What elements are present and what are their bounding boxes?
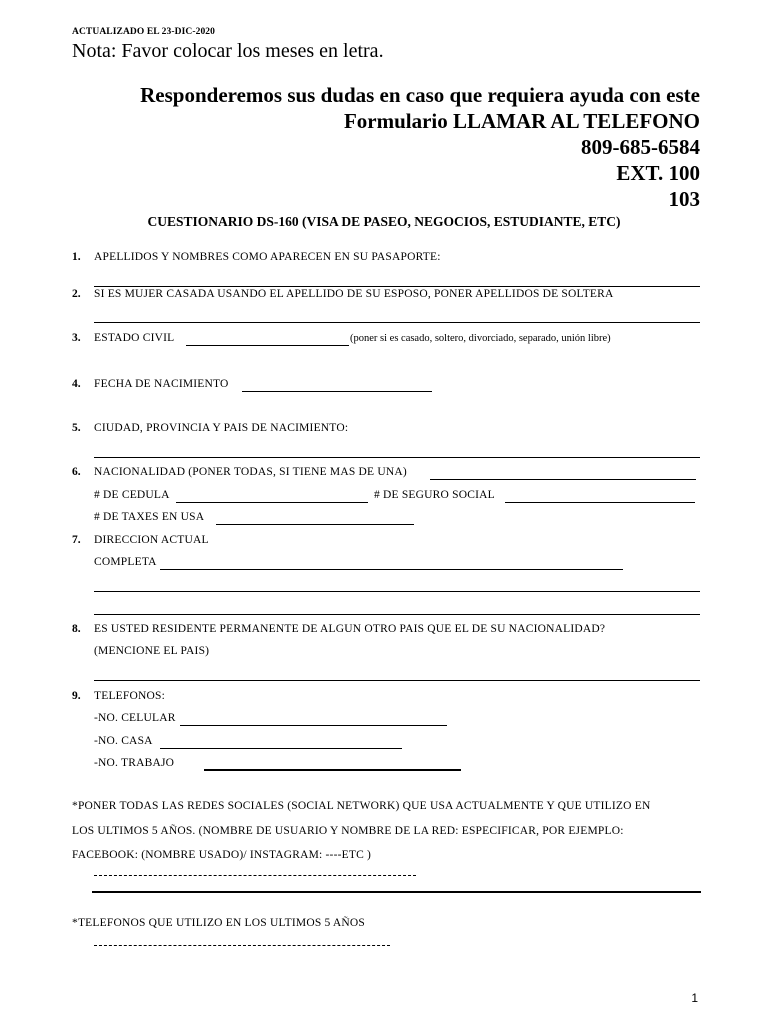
- q6-cedula-label: # DE CEDULA: [94, 489, 170, 501]
- social-dashed-line[interactable]: [94, 875, 416, 876]
- q4-label: FECHA DE NACIMIENTO: [94, 378, 229, 390]
- q9-label: TELEFONOS:: [94, 690, 165, 702]
- q6-nationality-line[interactable]: [430, 479, 696, 480]
- q6-number: 6.: [72, 466, 81, 478]
- help-ext-2: 103: [668, 187, 700, 211]
- q9-casa-line[interactable]: [160, 748, 402, 749]
- q9-trabajo-label: -NO. TRABAJO: [94, 757, 175, 769]
- q2-answer-line[interactable]: [94, 322, 700, 323]
- social-answer-line[interactable]: [92, 891, 701, 893]
- help-line-2: Formulario LLAMAR AL TELEFONO: [343, 109, 700, 133]
- q7-label: DIRECCION ACTUAL: [94, 534, 209, 546]
- q6-seguro-line[interactable]: [505, 502, 695, 503]
- q1-answer-line[interactable]: [94, 286, 700, 287]
- q9-cel-line[interactable]: [180, 725, 447, 726]
- q8-label-2: (MENCIONE EL PAIS): [94, 645, 210, 657]
- phones-used-label: *TELEFONOS QUE UTILIZO EN LOS ULTIMOS 5 AÑOS: [72, 917, 365, 929]
- page-number: 1: [691, 991, 698, 1005]
- q4-answer-line[interactable]: [242, 391, 432, 392]
- q6-taxes-line[interactable]: [216, 524, 414, 525]
- q8-label: ES USTED RESIDENTE PERMANENTE DE ALGUN OTRO PAIS QUE EL DE SU NACIONALIDAD?: [94, 623, 606, 635]
- q9-cel-label: -NO. CELULAR: [94, 712, 176, 724]
- q6-seguro-label: # DE SEGURO SOCIAL: [374, 489, 495, 501]
- phones-used-dashed-line[interactable]: [94, 945, 390, 946]
- q3-label: ESTADO CIVIL: [94, 332, 175, 344]
- q4-number: 4.: [72, 378, 81, 390]
- help-line-1: Responderemos sus dudas en caso que requiera ayuda con este: [140, 83, 700, 107]
- note-text: Nota: Favor colocar los meses en letra.: [72, 40, 384, 62]
- q7-address-line-1[interactable]: [160, 569, 623, 570]
- q1-label: APELLIDOS Y NOMBRES COMO APARECEN EN SU PASAPORTE:: [94, 251, 441, 263]
- q7-address-line-3[interactable]: [94, 614, 700, 615]
- social-line-1: *PONER TODAS LAS REDES SOCIALES (SOCIAL NETWORK) QUE USA ACTUALMENTE Y QUE UTILIZO EN: [72, 800, 651, 812]
- social-line-3: FACEBOOK: (NOMBRE USADO)/ INSTAGRAM: ----ETC ): [72, 849, 372, 861]
- q7-address-line-2[interactable]: [94, 591, 700, 592]
- q9-trabajo-line[interactable]: [204, 769, 461, 771]
- q5-number: 5.: [72, 422, 81, 434]
- form-title: CUESTIONARIO DS-160 (VISA DE PASEO, NEGOCIOS, ESTUDIANTE, ETC): [147, 214, 621, 229]
- q7-label-2: COMPLETA: [94, 556, 157, 568]
- q3-answer-line[interactable]: [186, 345, 349, 346]
- q6-cedula-line[interactable]: [176, 502, 368, 503]
- q5-answer-line[interactable]: [94, 457, 700, 458]
- help-phone: 809-685-6584: [581, 135, 700, 159]
- q9-number: 9.: [72, 690, 81, 702]
- q3-number: 3.: [72, 332, 81, 344]
- q5-label: CIUDAD, PROVINCIA Y PAIS DE NACIMIENTO:: [94, 422, 349, 434]
- q9-casa-label: -NO. CASA: [94, 735, 153, 747]
- q8-answer-line[interactable]: [94, 680, 700, 681]
- help-ext: EXT. 100: [616, 161, 700, 185]
- updated-date: ACTUALIZADO EL 23-DIC-2020: [72, 27, 216, 37]
- q7-number: 7.: [72, 534, 81, 546]
- q2-label: SI ES MUJER CASADA USANDO EL APELLIDO DE SU ESPOSO, PONER APELLIDOS DE SOLTERA: [94, 288, 614, 300]
- q3-hint: (poner si es casado, soltero, divorciado, separado, unión libre): [350, 333, 611, 344]
- q2-number: 2.: [72, 288, 81, 300]
- q6-taxes-label: # DE TAXES EN USA: [94, 511, 205, 523]
- q1-number: 1.: [72, 251, 81, 263]
- q8-number: 8.: [72, 623, 81, 635]
- q6-label: NACIONALIDAD (PONER TODAS, SI TIENE MAS DE UNA): [94, 466, 407, 478]
- social-line-2: LOS ULTIMOS 5 AÑOS. (NOMBRE DE USUARIO Y NOMBRE DE LA RED: ESPECIFICAR, POR EJEMPLO:: [72, 825, 624, 837]
